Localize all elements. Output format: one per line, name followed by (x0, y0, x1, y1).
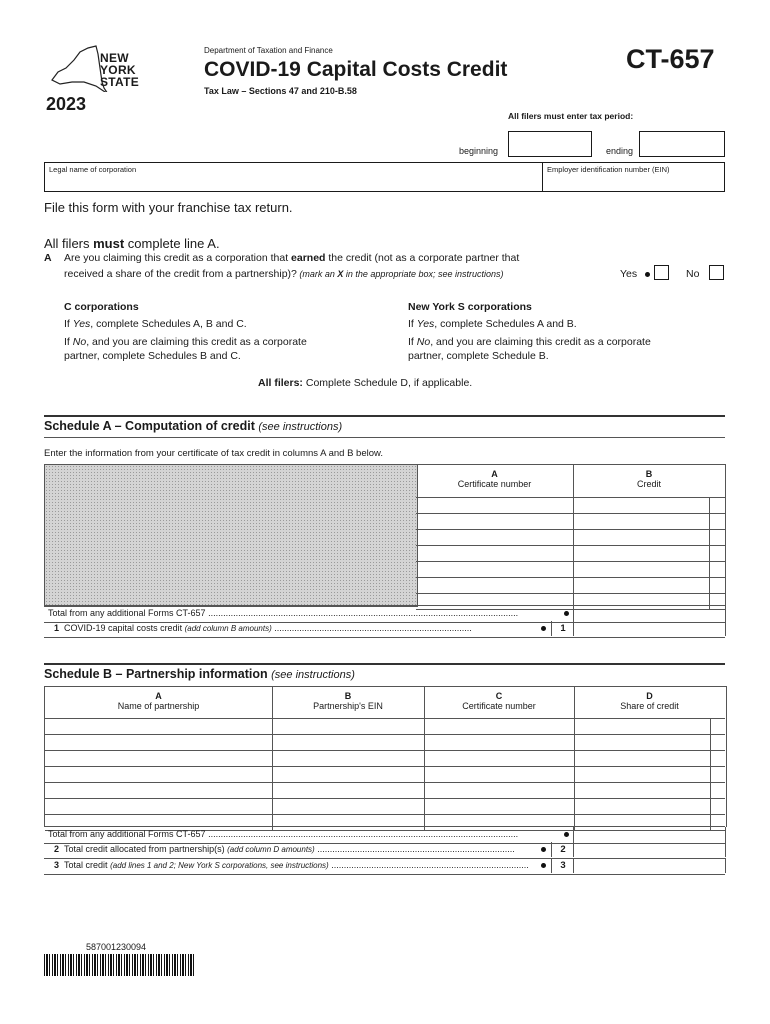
schedule-b-partnership-name-field[interactable] (45, 719, 273, 734)
line-1-label: 1 COVID-19 capital costs credit (add column B amounts) ............................................................................... (54, 623, 472, 633)
schedule-b-share-field[interactable] (574, 735, 711, 750)
all-filers-schedule-d: All filers: Complete Schedule D, if applicable. (258, 377, 473, 389)
form-number: CT-657 (626, 44, 715, 74)
no-checkbox[interactable] (709, 265, 724, 280)
schedule-a-intro: Enter the information from your certificate of tax credit in columns A and B below. (44, 448, 383, 459)
schedule-a-title: Schedule A – Computation of credit (see instructions) (44, 419, 343, 433)
schedule-a-certificate-field[interactable] (416, 514, 574, 529)
no-label: No (686, 268, 700, 280)
schedule-a-certificate-field[interactable] (416, 498, 574, 513)
schedule-b-col-a-header: A Name of partnership (45, 687, 273, 719)
c-corp-title: C corporations (64, 301, 139, 313)
schedule-b-ein-field[interactable] (272, 735, 425, 750)
line-a-question-2: received a share of the credit from a partnership)? (mark an X in the appropriate box; see instructions) (64, 268, 504, 280)
schedule-b-share-field[interactable] (574, 767, 711, 782)
schedule-b-ein-field[interactable] (272, 751, 425, 766)
schedule-b-row (45, 735, 725, 751)
legal-name-field[interactable] (44, 162, 544, 192)
schedule-a-row (416, 546, 725, 562)
schedule-a-credit-field[interactable] (573, 546, 710, 561)
beginning-date-field[interactable] (508, 131, 592, 157)
schedule-a-certificate-field[interactable] (416, 530, 574, 545)
schedule-a-top-rule (44, 415, 725, 417)
schedule-a-col-b-header: B Credit (573, 465, 725, 498)
s-corp-title: New York S corporations (408, 301, 532, 313)
schedule-a-certificate-field[interactable] (416, 578, 574, 593)
c-corp-no-2: partner, complete Schedules B and C. (64, 350, 241, 362)
schedule-b-share-field[interactable] (574, 799, 711, 814)
schedule-b-row (45, 719, 725, 735)
schedule-b-share-field[interactable] (574, 783, 711, 798)
schedule-a-certificate-field[interactable] (416, 562, 574, 577)
ending-date-field[interactable] (639, 131, 725, 157)
ending-label: ending (606, 146, 634, 156)
schedule-a-row (416, 498, 725, 514)
tax-period-instruction: All filers must enter tax period: (508, 111, 634, 121)
line-3-label: 3 Total credit (add lines 1 and 2; New York S corporations, see instructions) ............................................................................... (54, 860, 529, 870)
schedule-a-total-additional-label: Total from any additional Forms CT-657 ............................................................................................................................ (48, 608, 519, 618)
schedule-b-ein-field[interactable] (272, 767, 425, 782)
schedule-b-line-3-row (44, 858, 725, 875)
line-1-number-box: 1 (551, 621, 574, 636)
schedule-a-credit-field[interactable] (573, 562, 710, 577)
barcode-icon (44, 954, 194, 976)
schedule-b-ein-field[interactable] (272, 719, 425, 734)
schedule-a-credit-field[interactable] (573, 498, 710, 513)
line-1-bullet-icon (541, 626, 546, 631)
schedule-b-partnership-name-field[interactable] (45, 735, 273, 750)
total-b-bullet-icon (564, 832, 569, 837)
schedule-b-col-c-header: C Certificate number (424, 687, 575, 719)
ein-label: Employer identification number (EIN) (547, 165, 670, 174)
s-corp-no-1: If No, and you are claiming this credit as a corporate (408, 336, 651, 348)
yes-label: Yes (620, 268, 638, 280)
schedule-a-col-a-header: A Certificate number (416, 465, 574, 498)
line-1-amount-field[interactable] (573, 621, 726, 636)
ein-field[interactable] (542, 162, 725, 192)
c-corp-yes: If Yes, complete Schedules A, B and C. (64, 318, 247, 330)
c-corp-no-1: If No, and you are claiming this credit as a corporate (64, 336, 307, 348)
schedule-a-row (416, 562, 725, 578)
legal-name-label: Legal name of corporation (49, 165, 137, 174)
department-name: Department of Taxation and Finance (204, 46, 333, 55)
yes-bullet-icon (645, 272, 650, 277)
schedule-b-partnership-name-field[interactable] (45, 767, 273, 782)
line-a-letter: A (44, 252, 52, 264)
tax-law-reference: Tax Law – Sections 47 and 210-B.58 (204, 86, 357, 96)
beginning-label: beginning (459, 146, 499, 156)
schedule-b-ein-field[interactable] (272, 783, 425, 798)
schedule-b-col-d-header: D Share of credit (574, 687, 725, 719)
schedule-a-certificate-field[interactable] (416, 546, 574, 561)
schedule-b-top-rule (44, 663, 725, 665)
schedule-b-certificate-field[interactable] (424, 783, 575, 798)
schedule-b-partnership-name-field[interactable] (45, 783, 273, 798)
schedule-b-certificate-field[interactable] (424, 751, 575, 766)
schedule-a-title-rule (44, 437, 725, 438)
schedule-b-certificate-field[interactable] (424, 719, 575, 734)
line-3-bullet-icon (541, 863, 546, 868)
schedule-b-table (44, 686, 727, 827)
schedule-a-credit-field[interactable] (573, 578, 710, 593)
schedule-a-line-1-row (44, 621, 725, 638)
form-year: 2023 (46, 94, 87, 114)
s-corp-yes: If Yes, complete Schedules A and B. (408, 318, 577, 330)
schedule-a-row (416, 530, 725, 546)
line-2-amount-field[interactable] (573, 842, 726, 857)
nys-logo (44, 42, 154, 112)
schedule-b-certificate-field[interactable] (424, 735, 575, 750)
schedule-b-title: Schedule B – Partnership information (see instructions) (44, 667, 355, 681)
schedule-b-row (45, 783, 725, 799)
schedule-a-row (416, 578, 725, 594)
schedule-b-share-field[interactable] (574, 751, 711, 766)
schedule-b-partnership-name-field[interactable] (45, 799, 273, 814)
line-3-amount-field[interactable] (573, 858, 726, 873)
line-2-label: 2 Total credit allocated from partnership(s) (add column D amounts) ............................................................................... (54, 844, 515, 854)
line-3-number-box: 3 (551, 858, 574, 873)
line-2-bullet-icon (541, 847, 546, 852)
schedule-b-line-2-row (44, 842, 725, 859)
schedule-b-ein-field[interactable] (272, 799, 425, 814)
logo-text: NEW YORK STATE (100, 51, 140, 89)
s-corp-no-2: partner, complete Schedule B. (408, 350, 549, 362)
schedule-b-row (45, 751, 725, 767)
line-2-number-box: 2 (551, 842, 574, 857)
schedule-b-certificate-field[interactable] (424, 767, 575, 782)
all-filers-line-a: All filers must complete line A. (44, 236, 220, 251)
form-title: COVID-19 Capital Costs Credit (204, 58, 508, 81)
schedule-b-total-additional-field[interactable] (573, 827, 726, 842)
schedule-b-col-b-header: B Partnership's EIN (272, 687, 425, 719)
schedule-a-row (416, 514, 725, 530)
schedule-b-row (45, 799, 725, 815)
schedule-a-table (416, 464, 726, 606)
schedule-a-credit-field[interactable] (573, 530, 710, 545)
schedule-b-partnership-name-field[interactable] (45, 751, 273, 766)
schedule-b-row (45, 767, 725, 783)
schedule-b-total-additional-label: Total from any additional Forms CT-657 ............................................................................................................................ (48, 829, 519, 839)
file-with-instruction: File this form with your franchise tax return. (44, 200, 293, 215)
schedule-a-credit-field[interactable] (573, 514, 710, 529)
barcode-number: 587001230094 (86, 942, 147, 952)
schedule-a-total-additional-field[interactable] (573, 606, 726, 621)
schedule-a-shaded-area (44, 464, 418, 607)
schedule-b-certificate-field[interactable] (424, 799, 575, 814)
total-bullet-icon (564, 611, 569, 616)
yes-checkbox[interactable] (654, 265, 669, 280)
line-a-question-1: Are you claiming this credit as a corporation that earned the credit (not as a corporate partner that (64, 252, 520, 264)
schedule-b-share-field[interactable] (574, 719, 711, 734)
